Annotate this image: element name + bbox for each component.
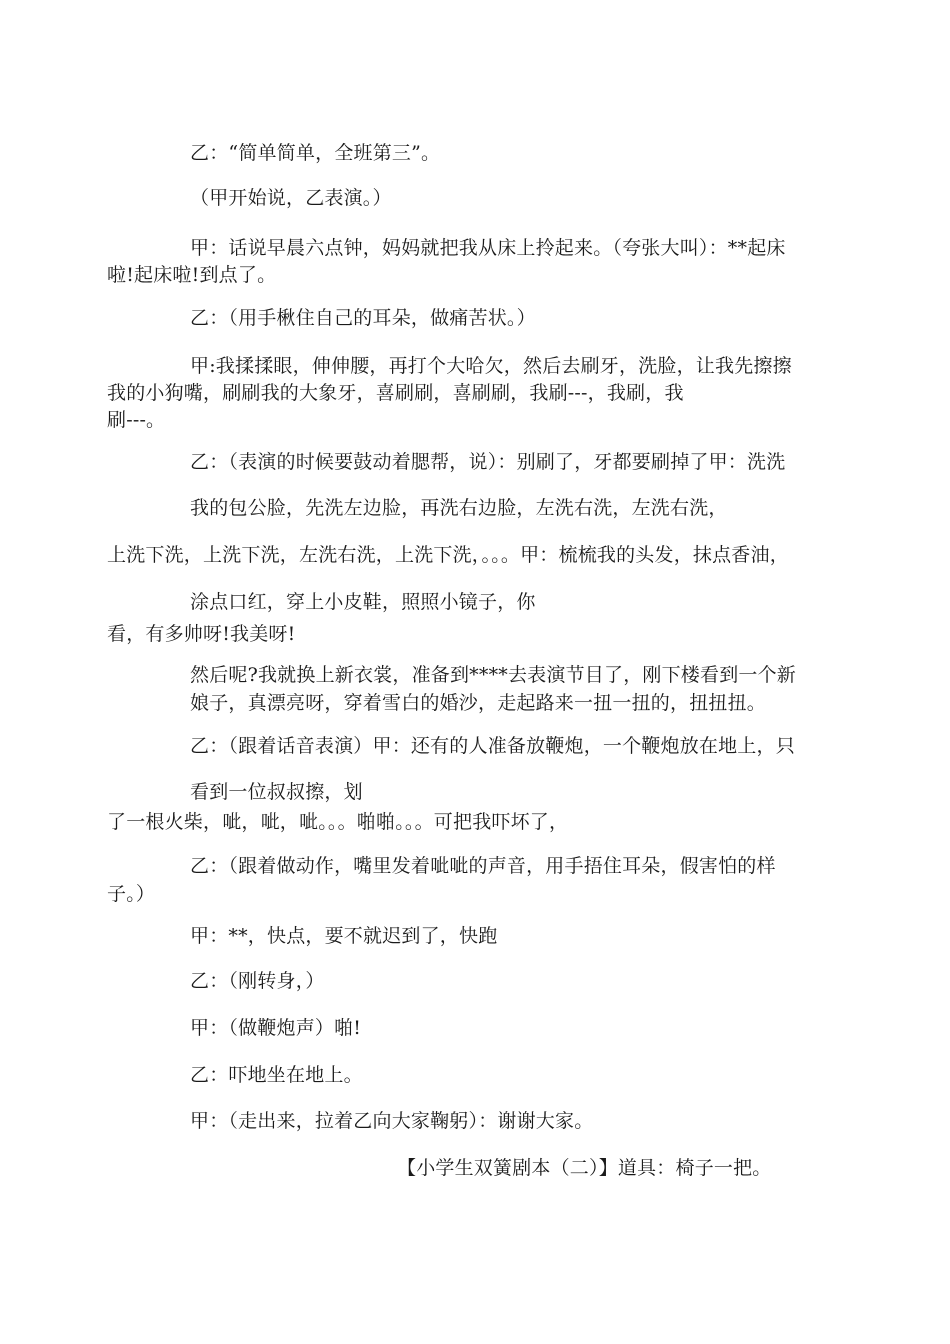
text-line: 乙：吓地坐在地上。 (190, 1064, 363, 1086)
text-line: 啦!起床啦!到点了。 (107, 264, 277, 286)
text-line: 我的小狗嘴，刷刷我的大象牙，喜刷刷，喜刷刷，我刷---，我刷，我 (107, 382, 684, 404)
text-line: 乙：（刚转身，） (190, 970, 325, 992)
text-line: 看到一位叔叔擦，划 (190, 781, 363, 803)
text-line: 了一根火柴，呲，呲，呲。。。啪啪。。。可把我吓坏了， (107, 811, 569, 833)
text-line: 乙：（跟着做动作，嘴里发着呲呲的声音，用手捂住耳朵，假害怕的样 (190, 855, 776, 877)
text-line: 涂点口红，穿上小皮鞋，照照小镜子，你 (190, 591, 536, 613)
text-line: 甲：（做鞭炮声）啪! (190, 1017, 362, 1039)
text-line: 甲：**，快点，要不就迟到了，快跑 (190, 925, 498, 947)
text-line: 甲：话说早晨六点钟，妈妈就把我从床上拎起来。（夸张大叫）：**起床 (190, 237, 786, 259)
text-line: 乙：（跟着话音表演）甲：还有的人准备放鞭炮，一个鞭炮放在地上，只 (190, 735, 795, 757)
text-line: 乙：“简单简单，全班第三”。 (190, 142, 441, 164)
text-line: 甲：（走出来，拉着乙向大家鞠躬）：谢谢大家。 (190, 1110, 594, 1132)
text-line: （甲开始说，乙表演。） (190, 187, 392, 209)
text-line: 甲:我揉揉眼，伸伸腰，再打个大哈欠，然后去刷牙，洗脸，让我先擦擦 (190, 355, 792, 377)
text-line: 我的包公脸，先洗左边脸，再洗右边脸，左洗右洗，左洗右洗， (190, 497, 728, 519)
section-heading: 【小学生双簧剧本（二）】道具：椅子一把。 (397, 1157, 772, 1179)
text-line: 看，有多帅呀!我美呀! (107, 623, 296, 645)
text-line: 娘子，真漂亮呀，穿着雪白的婚沙，走起路来一扭一扭的，扭扭扭。 (190, 692, 767, 714)
text-line: 刷---。 (107, 409, 166, 431)
text-line: 上洗下洗，上洗下洗，左洗右洗，上洗下洗，。。。甲：梳梳我的头发，抹点香油， (107, 544, 789, 566)
text-line: 乙：（表演的时候要鼓动着腮帮，说）：别刷了，牙都要刷掉了甲：洗洗 (190, 451, 786, 473)
text-line: 子。） (107, 883, 156, 905)
text-line: 乙：（用手楸住自己的耳朵，做痛苦状。） (190, 307, 536, 329)
text-line: 然后呢?我就换上新衣裳，准备到****去表演节目了，刚下楼看到一个新 (190, 664, 796, 686)
